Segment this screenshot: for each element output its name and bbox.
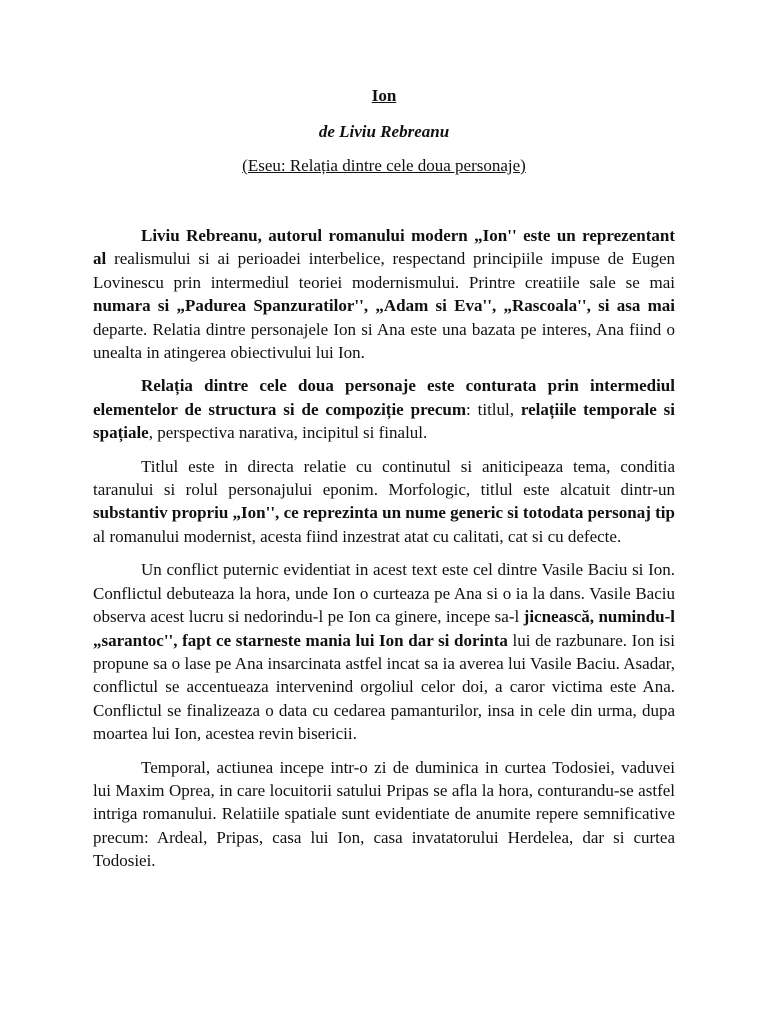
paragraph-segment: realismului si ai perioadei interbelice, respectand principiile impuse de Eugen Lovinescu prin intermediul teoriei modernismului. Printre creatiile sale se mai — [93, 249, 675, 292]
paragraph-segment: lui de razbunare. Ion isi propune sa o lase pe Ana insarcinata astfel incat sa ia averea lui Vasile Baciu. Asadar, conflictul se accentueaza intervenind orgoliul celor doi, a caror victima este Ana. Conflictul se finalizeaza o data cu cedarea pamanturilor, insa in cele din urma, dupa moartea lui Ion, acestea revin bisericii. — [93, 630, 676, 744]
paragraph-segment: Titlul este in directa relatie cu continutul si aniticipeaza tema, conditia taranului si rolul personajului eponim. Morfologic, titlul este alcatuit dintr-un — [93, 456, 675, 500]
paragraph-4 — [93, 558, 675, 745]
paragraph-segment: relațiile temporale si spațiale — [93, 399, 675, 443]
paragraph-segment: : titlul, — [466, 399, 521, 419]
paragraph-segment: numara si „Padurea Spanzuratilor'', „Adam si Eva'', „Rascoala'', si asa mai — [93, 296, 675, 316]
paragraph-2 — [93, 374, 675, 444]
paragraph-1 — [93, 224, 675, 364]
paragraph-segment: Liviu Rebreanu, autorul romanului modern „Ion'' este un reprezentant al — [93, 226, 675, 269]
paragraph-5 — [93, 756, 675, 873]
paragraph-segment: Temporal, actiunea incepe intr-o zi de duminica in curtea Todosiei, vaduvei lui Maxim Oprea, in care locuitorii satului Pripas se afla la hora, conturandu-se astfel intriga romanului. Relatiile spatiale sunt evidentiate de anumite repere semnificative precum: Ardeal, Pripas, casa lui Ion, casa invatatorului Herdelea, dar si curtea Todosiei. — [93, 757, 675, 871]
document-author: de Liviu Rebreanu — [318, 122, 450, 141]
paragraph-segment: Un conflict puternic evidentiat in acest text este cel dintre Vasile Baciu si Ion. Conflictul debuteaza la hora, unde Ion o curteaza pe Ana si o ia la dans. Vasile Baciu observa acest lucru si nedorindu-l pe Ion ca ginere, incepe sa-l — [93, 560, 675, 627]
essay-body — [93, 224, 675, 883]
paragraph-segment: al romanului modernist, acesta fiind inzestrat atat cu calitati, cat si cu defecte. — [93, 526, 622, 546]
paragraph-segment: , perspectiva narativa, incipitul si finalul. — [148, 423, 428, 443]
paragraph-segment: Relația dintre cele doua personaje este conturata prin intermediul elementelor de structura si de compoziție precum — [93, 376, 675, 419]
document-subtitle: (Eseu: Relația dintre cele doua personaje) — [242, 156, 526, 175]
paragraph-3 — [93, 455, 675, 549]
paragraph-segment: jicnească, numindu-l „sarantoc'', fapt ce starneste mania lui Ion dar si dorinta — [93, 607, 675, 650]
paragraph-segment: departe. Relatia dintre personajele Ion si Ana este una bazata pe interes, Ana fiind o unealta in atingerea obiectivului lui Ion. — [93, 319, 675, 363]
paragraph-segment: substantiv propriu „Ion'', ce reprezinta un nume generic si totodata personaj tip — [93, 503, 675, 523]
document-title: Ion — [371, 86, 397, 105]
